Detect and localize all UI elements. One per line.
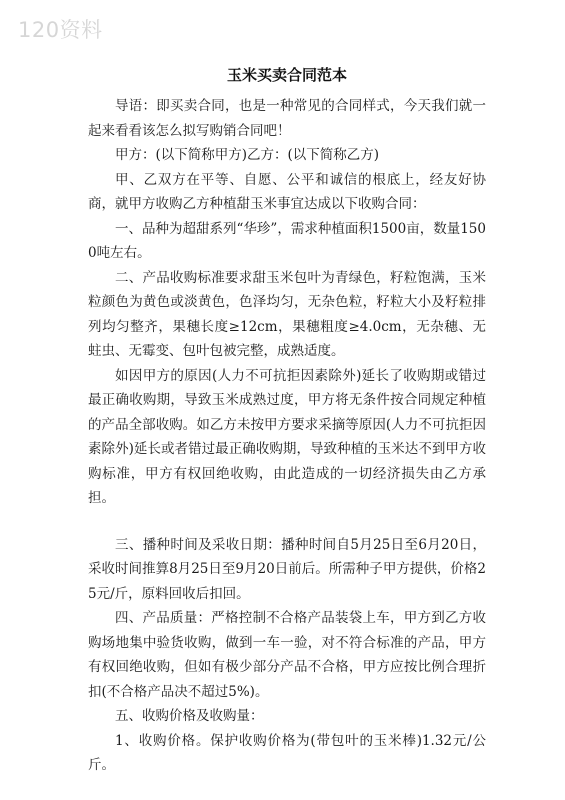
paragraph-preamble: 甲、乙双方在平等、自愿、公平和诚信的根底上，经友好协商，就甲方收购乙方种植甜玉米事宜达成以下收购合同：: [88, 171, 486, 212]
paragraph-clause-5: 五、收购价格及收购量：: [115, 708, 264, 724]
document-body: [88, 64, 486, 778]
paragraph-intro: 导语：即买卖合同，也是一种常见的合同样式，今天我们就一起来看看该怎么拟写购销合同吧！: [88, 98, 486, 139]
section-gap: [88, 511, 486, 533]
paragraph-parties: 甲方：(以下简称甲方)乙方：(以下简称乙方): [115, 147, 380, 163]
paragraph-clause-4: 四、产品质量：严格控制不合格产品装袋上车，甲方到乙方收购场地集中验货收购，做到一车一验，对不符合标准的产品，甲方有权回绝收购，但如有极少部分产品不合格，甲方应按比例合理折扣(不合格产品决不超过5%)。: [88, 610, 486, 700]
paragraph-clause-5-1: 1、收购价格。保护收购价格为(带包叶的玉米棒)1.32元/公斤。: [88, 732, 486, 773]
watermark: 120资料: [18, 18, 103, 42]
document-title: 玉米买卖合同范本: [226, 66, 347, 84]
paragraph-clause-2: 二、产品收购标准要求甜玉米包叶为青绿色，籽粒饱满，玉米粒颜色为黄色或淡黄色，色泽均匀，无杂色粒，籽粒大小及籽粒排列均匀整齐，果穗长度≥12cm，果穗粗度≥4.0cm，无杂穗、无蛀虫、无霉变、包叶包被完整，成熟适度。: [88, 269, 486, 359]
paragraph-clause-3: 三、播种时间及采收日期：播种时间自5月25日至6月20日，采收时间推算8月25日至9月20日前后。所需种子甲方提供，价格25元/斤，原料回收后扣回。: [88, 536, 486, 602]
paragraph-clause-1: 一、品种为超甜系列“华珍”，需求种植面积1500亩，数量1500吨左右。: [88, 220, 486, 261]
paragraph-clause-2-liability: 如因甲方的原因(人力不可抗拒因素除外)延长了收购期或错过最正确收购期，导致玉米成熟过度，甲方将无条件按合同规定种植的产品全部收购。如乙方未按甲方要求采摘等原因(人力不可抗拒因素除外)延长或者错过最正确收购期，导致种植的玉米达不到甲方收购标准，甲方有权回绝收购，由此造成的一切经济损失由乙方承担。: [88, 367, 486, 506]
